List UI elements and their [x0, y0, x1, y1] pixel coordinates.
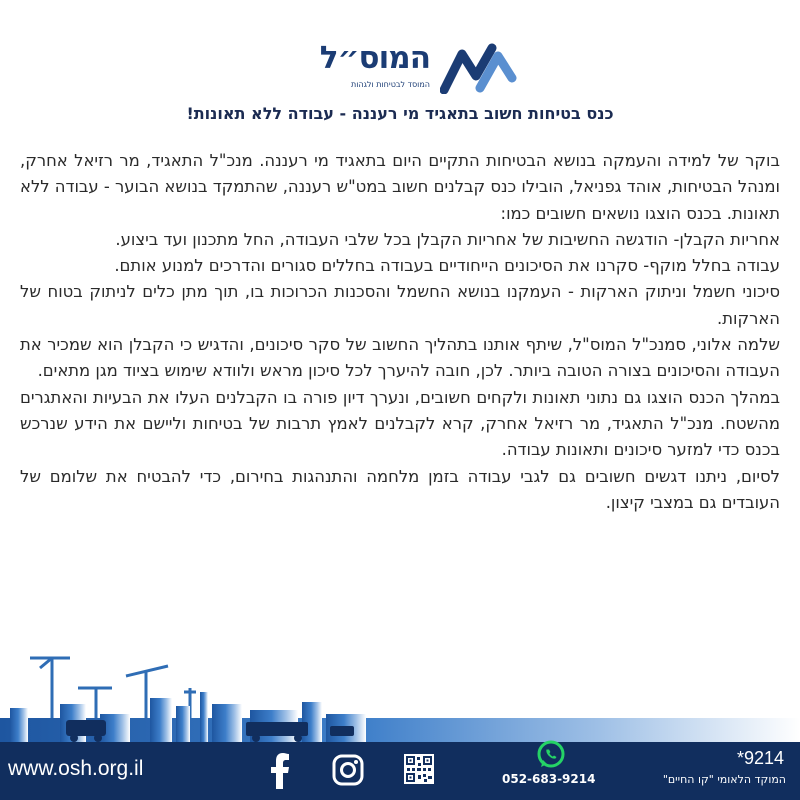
logo-tagline: המוסד לבטיחות ולגהות	[351, 80, 430, 89]
qr-code-icon[interactable]	[404, 754, 434, 784]
website-link[interactable]: www.osh.org.il	[8, 757, 144, 780]
paragraph: אחריות הקבלן- הודגשה החשיבות של אחריות הקבלן בכל שלבי העבודה, החל מתכנון ועד ביצוע.	[115, 229, 780, 249]
article-title: כנס בטיחות חשוב בתאגיד מי רעננה - עבודה ללא תאונות!	[186, 104, 614, 123]
hotline-label: המוקד הלאומי "קו החיים"	[662, 773, 786, 786]
footer	[0, 742, 800, 800]
paragraph: עבודה בחלל מוקף- סקרנו את הסיכונים הייחודיים בעבודה בחללים סגורים והדרכים למנוע אותם.	[114, 256, 780, 276]
header	[0, 36, 800, 96]
osh-logo[interactable]	[318, 40, 518, 96]
paragraph: לסיום, ניתנו דגשים חשובים גם לגבי עבודה בזמן מלחמה והתנהגות בחירום, כדי להבטיח את שלומם של העובדים גם במצבי קיצון.	[20, 466, 780, 512]
hotline-star: *	[736, 748, 744, 768]
article-body	[20, 148, 780, 516]
logo-name: המוס״ל	[319, 40, 430, 76]
facebook-icon[interactable]	[266, 751, 294, 789]
hotline-number[interactable]	[737, 748, 784, 769]
paragraph: בוקר של למידה והעמקה בנושא הבטיחות התקיים היום בתאגיד מי רעננה. מנכ"ל התאגיד, מר רזיאל אחרק, ומנהל הבטיחות, אוהד גפניאל, הובילו כנס קבלנים חשוב במט"ש רעננה, שהתמקד בנושא הבוער - עבודה ללא תאונות. בכנס הוצגו נושאים חשובים כמו:	[20, 151, 780, 223]
hotline-digits: 9214	[743, 748, 784, 768]
whatsapp-phone-number[interactable]: 052-683-9214	[502, 772, 596, 786]
paragraph: סיכוני חשמל וניתוק הארקות - העמקנו בנושא החשמל והסכנות הכרוכות בו, תוך מתן כלים לניתוק בטוח של הארקות.	[20, 282, 780, 328]
logo-mark-icon	[440, 42, 518, 94]
industrial-skyline-illustration	[0, 648, 800, 742]
paragraph: במהלך הכנס הוצגו גם נתוני תאונות ולקחים חשובים, ונערך דיון פורה בו הקבלנים העלו את הבעיות והאתגרים מהשטח. מנכ"ל התאגיד, מר רזיאל אחרק, קרא לקבלנים לאמץ תרבות של בטיחות וליישם את הידע שנרכש בכנס כדי למזער סיכונים ותאונות עבודה.	[20, 387, 780, 460]
paragraph: שלמה אלוני, סמנכ"ל המוס"ל, שיתף אותנו בתהליך החשוב של סקר סיכונים, והדגיש כי הקבלן הוא שמכיר את העבודה והסיכונים בצורה הטובה ביותר. לכן, חובה להיערך לכל סיכון מראש ולוודא שימוש בציוד מגן מתאים.	[20, 335, 780, 381]
instagram-icon[interactable]	[332, 754, 364, 786]
whatsapp-icon[interactable]	[536, 740, 566, 770]
